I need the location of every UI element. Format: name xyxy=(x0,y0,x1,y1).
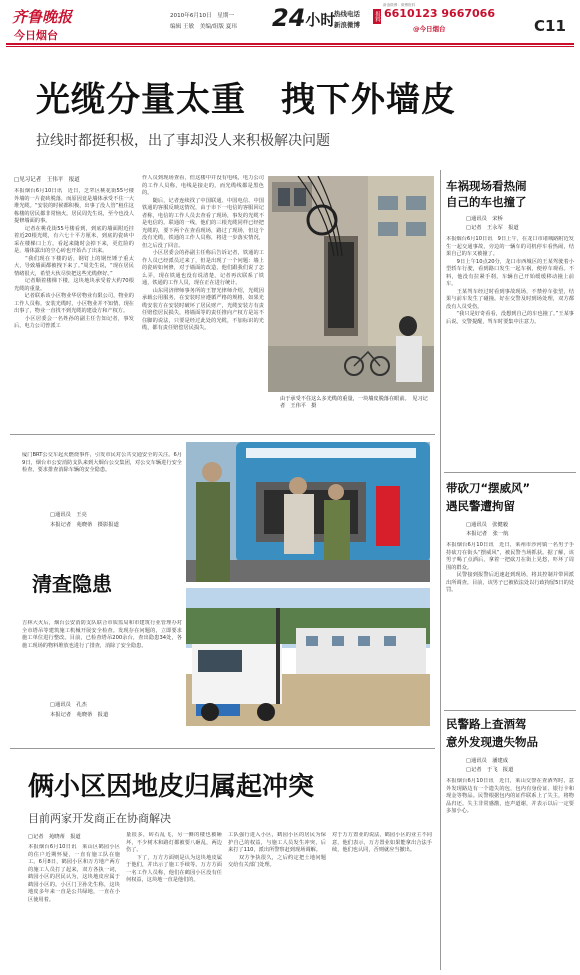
story-drunk-byline-2: □记者 于飞 报道 xyxy=(466,767,514,773)
hotline-logo xyxy=(272,4,335,32)
page-code: C11 xyxy=(534,17,566,35)
lead-photo xyxy=(268,176,434,392)
story-crash-body: 本报烟台6月10日讯 9日上午，在龙口市诸城路附近发生一起交通事故，旁边的一辆车的司机停车看热闹，结果自己的车又被撞了。 9日上午10点20分，龙口市西城区的王某驾驶着小型轿车行驶，看到路口发生一起车祸，便停车观看。不料，他没有拉紧手刹，车辆自己开始缓缓移动撞上前车。 王某驾车经过时看到事故现场，不禁停车张望，结果与前车发生了碰撞。好在交警及时到场处理，双方都没有人员受伤。 “我只是好奇看看，没想到自己的车也撞了。”王某事后说。交警提醒，驾车时要集中注意力。 xyxy=(446,236,574,325)
story-crash-byline-1: □通讯员 宋桥 xyxy=(466,216,503,222)
lead-divider xyxy=(10,434,435,435)
story-drunk-byline-1: □通讯员 潘建成 xyxy=(466,758,509,764)
bottom-subheadline: 目前两家开发商正在协商解决 xyxy=(28,812,171,825)
bottom-headline: 俩小区因地皮归属起冲突 xyxy=(28,772,315,802)
logo-unit: 小时 xyxy=(305,11,336,29)
weibo-handle: @今日烟台 xyxy=(413,25,446,33)
hotline-prefix: 报料 xyxy=(374,11,380,22)
middle-divider xyxy=(10,748,435,749)
editors: 编辑 王敏 美编/组版 夏玮 xyxy=(170,24,237,30)
lead-headline: 光缆分量太重 拽下外墙皮 xyxy=(36,80,456,120)
story-knife-body: 本报烟台6月10日讯 近日，莱州市沙河镇一名男子手持砍刀在街头“摆威风”，被民警当场抓获。据了解，该男子喝了点酒后，拿着一把砍刀在街上晃悠，吓坏了周围的群众。 民警接到报警后迅速赶到现场，将其控制并带回派出所调查。目前，该男子已被依法处以行政拘留5日的处罚。 xyxy=(446,542,574,593)
story-drunk-title-2: 意外发现遗失物品 xyxy=(446,735,538,749)
story-crash-byline-2: □记者 王永军 报道 xyxy=(466,225,519,231)
right-divider-2 xyxy=(444,710,576,711)
brt-byline-2: 本报记者 苑晓蒂 摄影报道 xyxy=(50,522,119,528)
story-drunk-body: 本报烟台6月10日讯 近日，莱山交警在查酒驾时，意外发现路边有一个遗失的包，包内有身份证、银行卡和现金等物品。民警根据包内的证件联系上了失主，将物品归还。失主非常感激，连声道谢，并表示以后一定要多加小心。 xyxy=(446,778,574,814)
story-knife-byline-1: □通讯员 张健毅 xyxy=(466,522,509,528)
header-meta: 新浪微博：微博报料 xyxy=(383,3,416,7)
lead-subheadline: 拉线时都挺积极，出了事却没人来积极解决问题 xyxy=(36,133,330,149)
inspection-paragraph: 吉林大火后，烟台公安消防支队联合市质监局和市建筑行业管理办对全市塔吊等建筑施工机械开展安全检查。发现存在问题的，立即要求施工单位进行整改。目前，已检查塔吊200余台，查出隐患34处，各施工现场的物料堆放也进行了排查，消除了安全隐患。 xyxy=(22,620,182,649)
story-knife-title: 带砍刀“摆威风” xyxy=(446,481,531,495)
story-knife-title-2: 遇民警遭拘留 xyxy=(446,499,515,513)
header-rule-thin xyxy=(6,46,574,47)
inspection-byline-2: 本报记者 苑晓蒂 报道 xyxy=(50,712,109,718)
header-rule xyxy=(6,43,574,45)
weibo-label: 新浪微博 xyxy=(334,21,360,29)
hotline-number: 6610123 9667066 xyxy=(384,7,495,20)
bottom-column-3: 工队强行进入小区，鹤园小区的居民为保护自己的权益，与施工人员发生冲突，后来打了110，派出所警察赶到现场调解。 双方争执很久，之后约定把土地问题交给有关部门处理。 xyxy=(228,832,326,868)
logo-number: 24 xyxy=(272,4,306,32)
bottom-column-2: 量很多，砖石乱飞，另一侧的楼也被砸坏，不少树木和路灯都被要八砸乱，两边伤了。 下了，万方方面则是认为这块地皮属于他们，并出示了施工手续等。万方方面一名工作人员称，他们在鹤园小区没有任何权益，这块地一直是他们的。 xyxy=(126,832,222,883)
inspection-byline-1: □通讯员 孔杰 xyxy=(50,702,87,708)
truck-photo xyxy=(186,588,430,726)
lead-photo-caption: 由于承受不住这么多光缆的重量，一块墙皮脱落在眼前。 见习记者 王伟平 摄 xyxy=(280,396,428,409)
story-drunk-title: 民警路上查酒驾 xyxy=(446,717,527,731)
right-column-divider xyxy=(440,170,441,970)
story-knife-byline-2: 本报记者 张一航 xyxy=(466,531,509,537)
issue-date: 2010年6月10日 星期一 xyxy=(170,13,235,19)
lead-column-2: 作人员到现场查看，但这楼中并没有电线，电力公司的工作人员称，电线是接走的，而光缆线都是黑色的。 随后，记者连续找了中国联通、中国电信、中国铁通的客服反映这情况，由于市下一电信的客服回记者称，电信的工作人员去查看了现场，事发的光缆不是电信的。联通的一线，他们的三根光缆同样已经把光缆的，要下两个在查看现场，路过了现场，但这个没有光缆，铁通的工作人员称，将进一步落实情况，但之后没了回音。 小区居委会的孙副主任称后告诉记者，铁通的工作人员已经派员过来了，但是出现了一个问题：墙上的瓷砖如何修，对于墙面的改造，他们跟我们说了怎么弄，现在铁通也没有说清楚，记者再次联系了铁通，铁通的工作人员，现在正在进行统计。 山东同济律师事务所的王智光律师介绍，光缆因承载公用服务，在安装时应遵循严格的规格，如果光缆安装方在安装时破坏了居民财产，光缆安装方有责任赔偿居民损失，将墙面等的责任推向产权方是站不住脚的说法，只要是经过此处的光缆，不加标识的光缆，都有责任赔偿居民损失。 xyxy=(142,175,264,331)
brt-byline-1: □通讯员 王亮 xyxy=(50,512,87,518)
hotline-label: 热线电话 xyxy=(334,10,360,18)
lead-byline: □见习记者 王伟平 报道 xyxy=(14,177,80,183)
right-divider-1 xyxy=(444,472,576,473)
section-title-hazards: 清查隐患 xyxy=(32,572,112,596)
bus-illustration xyxy=(186,442,430,582)
section-label: 今日烟台 xyxy=(14,29,58,42)
lead-column-1: 本报烟台6月10日讯 近日，芝罘区桃花街55号楼外墙的一片瓷砖脱落，而原因竟是墙体承受不住一大堆光缆。“安装的时候都积极，出事了没人管”租住这栋楼的居民都非常恼火。居民周先生说，至今也没人提修墙面的事。 记者在桃花街55号楼看到，到底的墙面附近挂着近20根光缆，有六七十平方厘米，到底的瓷砖中采在楼梯口上方。看起来随时会掉下来，更危险的是，墙体露出的空心砖也开始凸了出来。 “我们现在下楼的话，钢钉上的钢丝锤子重太大，导致墙面都被拽下来了。”周先生说，“现在居民情绪很大，希望大伙尽快把这些光缆修好。” 记者顺着楼梯下楼，这块地块承受着大约70根光缆的重量。 记者联系该小区物业华居物业有限公司，物业的工作人员称，安装光缆时，小区物业并不知情，现在出事了，物业一直找不到光缆的建设方和产权方。 小区居委会一名姓孙的副主任告知记者，事发后，电力公司曾派工 xyxy=(14,188,134,329)
truck-illustration xyxy=(186,588,430,726)
bottom-byline: □记者 苑晓蒂 报道 xyxy=(28,834,81,840)
brt-paragraph: 厦门BRT公交车起火燃烧事件，引发市民对公共交通安全的关注。6月9日，烟台市公安消防支队来到大烟台公交集团，对公交车辆进行安全检查，要求排查消除车辆的安全隐患。 xyxy=(22,452,182,473)
story-crash-title-2: 自己的车也撞了 xyxy=(446,195,527,209)
bus-photo xyxy=(186,442,430,582)
bottom-column-1: 本报烟台6月10日讯 莱山区鹤园小区的住户近期怀疑，一直有施工队在施工。6月8日，鹤园小区和万方地产两方的施工人员打了起来，双方各执一词，鹤园小区的居民认为，这块地皮应属于鹤园小区的。小区门卫孙先生称，这块地皮多年来一直是公共绿地，一直在小区使用着。 xyxy=(28,844,120,903)
story-crash-title: 车祸现场看热闹 xyxy=(446,179,527,193)
building-illustration xyxy=(268,176,434,392)
masthead-brand: 齐鲁晚报 xyxy=(12,8,73,26)
bottom-column-4: 对于万方置业的说法，鹤园小区的业主不同意，他们表示，万方置业如果能拿出合法手续，他们也认同，否则就应当撤出。 xyxy=(332,832,432,853)
